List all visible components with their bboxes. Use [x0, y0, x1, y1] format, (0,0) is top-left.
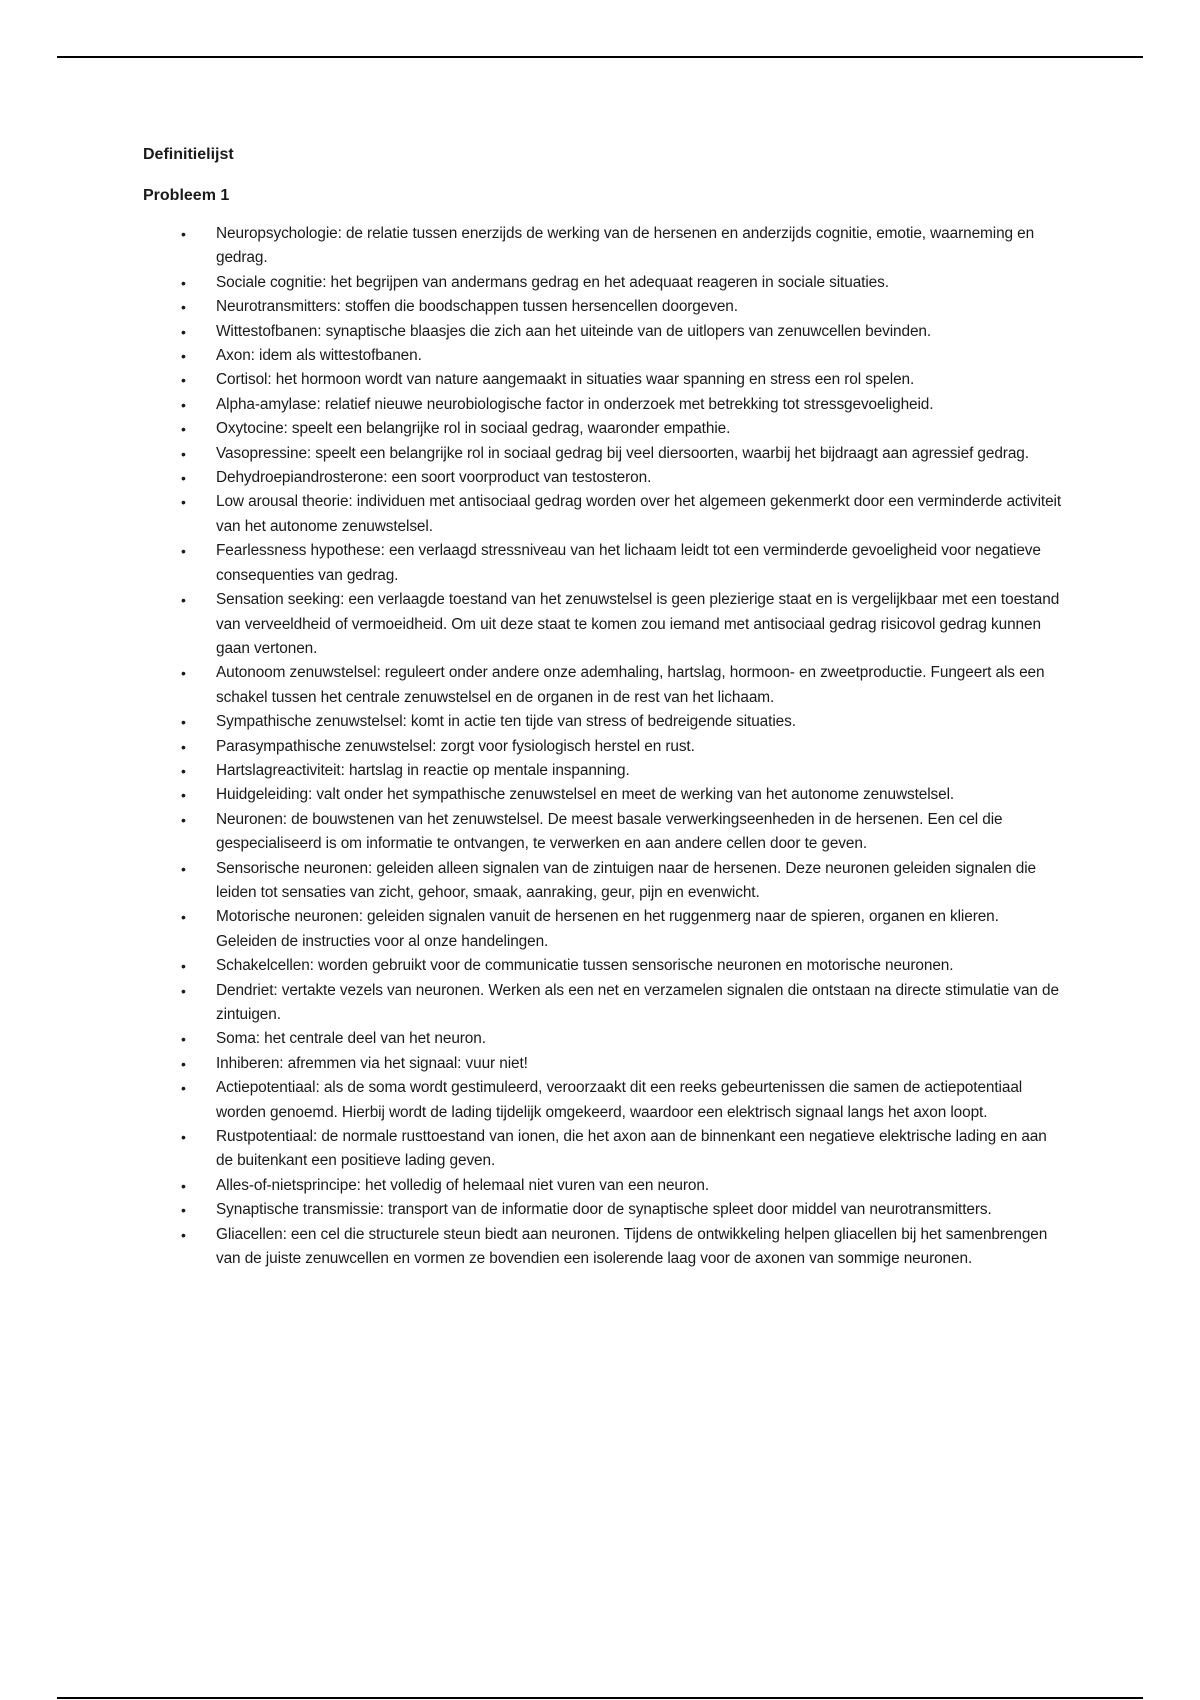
bullet-icon: • [181, 1129, 186, 1146]
definition-item [143, 588, 1063, 661]
definition-item [143, 783, 1063, 807]
bullet-icon: • [181, 274, 186, 291]
bullet-icon: • [181, 787, 186, 804]
definition-text: Autonoom zenuwstelsel: reguleert onder andere onze ademhaling, hartslag, hormoon- en zweetproductie. Fungeert als een schakel tussen het centrale zenuwstelsel en de organen in de rest van het lichaam. [216, 664, 1045, 706]
definition-text: Low arousal theorie: individuen met antisociaal gedrag worden over het algemeen gekenmerkt door een verminderde activiteit van het autonome zenuwstelsel. [216, 493, 1062, 535]
bullet-icon: • [181, 299, 186, 316]
definition-text: Sympathische zenuwstelsel: komt in actie ten tijde van stress of bedreigende situaties. [216, 713, 796, 731]
definition-item [143, 661, 1063, 710]
bullet-icon: • [181, 494, 186, 511]
bullet-icon: • [181, 1080, 186, 1097]
definition-text: Dendriet: vertakte vezels van neuronen. Werken als een net en verzamelen signalen die ontstaan na directe stimulatie van de zintuigen. [216, 981, 1059, 1023]
bullet-icon: • [181, 348, 186, 365]
definition-item [143, 979, 1063, 1028]
definition-item [143, 1223, 1063, 1272]
document-title: Definitielijst [143, 146, 234, 163]
definition-item [143, 710, 1063, 734]
definition-text: Alles-of-nietsprincipe: het volledig of helemaal niet vuren van een neuron. [216, 1176, 709, 1194]
definition-item [143, 1174, 1063, 1198]
definition-text: Neurotransmitters: stoffen die boodschappen tussen hersencellen doorgeven. [216, 298, 738, 316]
definition-text: Axon: idem als wittestofbanen. [216, 347, 422, 365]
definition-item [143, 1125, 1063, 1174]
section-title: Probleem 1 [143, 187, 230, 204]
definition-text: Motorische neuronen: geleiden signalen vanuit de hersenen en het ruggenmerg naar de spieren, organen en klieren. Geleiden de instructies voor al onze handelingen. [216, 908, 999, 950]
definition-item [143, 1027, 1063, 1051]
definition-text: Sensorische neuronen: geleiden alleen signalen van de zintuigen naar de hersenen. Deze neuronen geleiden signalen die leiden tot sensaties van zicht, gehoor, smaak, aanraking, geur, pijn en evenwicht. [216, 859, 1037, 901]
definition-item [143, 759, 1063, 783]
bullet-icon: • [181, 958, 186, 975]
definition-text: Soma: het centrale deel van het neuron. [216, 1030, 486, 1048]
definition-item [143, 442, 1063, 466]
definition-item [143, 466, 1063, 490]
definition-item [143, 393, 1063, 417]
header-rule [57, 56, 1143, 58]
definition-item [143, 954, 1063, 978]
bullet-icon: • [181, 714, 186, 731]
document-body [143, 143, 1063, 1271]
definition-item [143, 368, 1063, 392]
definition-item [143, 1198, 1063, 1222]
definition-text: Huidgeleiding: valt onder het sympathische zenuwstelsel en meet de werking van het autonome zenuwstelsel. [216, 786, 955, 804]
definition-text: Cortisol: het hormoon wordt van nature aangemaakt in situaties waar spanning en stress een rol spelen. [216, 371, 915, 389]
definition-text: Alpha-amylase: relatief nieuwe neurobiologische factor in onderzoek met betrekking tot stressgevoeligheid. [216, 395, 934, 413]
definition-text: Inhiberen: afremmen via het signaal: vuur niet! [216, 1054, 528, 1072]
definition-item [143, 1052, 1063, 1076]
bullet-icon: • [181, 543, 186, 560]
definition-item [143, 490, 1063, 539]
definition-item [143, 1076, 1063, 1125]
bullet-icon: • [181, 396, 186, 413]
definition-text: Rustpotentiaal: de normale rusttoestand van ionen, die het axon aan de binnenkant een negatieve elektrische lading en aan de buitenkant een positieve lading geven. [216, 1128, 1047, 1170]
bullet-icon: • [181, 1202, 186, 1219]
bullet-icon: • [181, 665, 186, 682]
definition-item [143, 417, 1063, 441]
bullet-icon: • [181, 323, 186, 340]
bullet-icon: • [181, 372, 186, 389]
definition-item [143, 735, 1063, 759]
bullet-icon: • [181, 1177, 186, 1194]
definition-list [143, 222, 1063, 1271]
bullet-icon: • [181, 738, 186, 755]
definition-item [143, 905, 1063, 954]
definition-text: Sensation seeking: een verlaagde toestand van het zenuwstelsel is geen plezierige staat en is vergelijkbaar met een toestand van verveeldheid of vermoeidheid. Om uit deze staat te komen zou iemand met antisociaal gedrag risicovol gedrag kunnen gaan vertonen. [216, 591, 1060, 657]
bullet-icon: • [181, 1055, 186, 1072]
definition-item [143, 295, 1063, 319]
definition-text: Synaptische transmissie: transport van de informatie door de synaptische spleet door middel van neurotransmitters. [216, 1201, 992, 1219]
definition-item [143, 344, 1063, 368]
bullet-icon: • [181, 226, 186, 242]
definition-text: Actiepotentiaal: als de soma wordt gestimuleerd, veroorzaakt dit een reeks gebeurtenissen die samen de actiepotentiaal worden genoemd. Hierbij wordt de lading tijdelijk omgekeerd, waardoor een elektrisch signaal langs het axon loopt. [216, 1079, 1023, 1121]
bullet-icon: • [181, 860, 186, 877]
bullet-icon: • [181, 982, 186, 999]
definition-text: Hartslagreactiviteit: hartslag in reactie op mentale inspanning. [216, 761, 630, 779]
definition-text: Dehydroepiandrosterone: een soort voorproduct van testosteron. [216, 469, 652, 487]
footer-rule [57, 1697, 1143, 1699]
definition-text: Oxytocine: speelt een belangrijke rol in sociaal gedrag, waaronder empathie. [216, 420, 731, 438]
bullet-icon: • [181, 762, 186, 779]
definition-text: Schakelcellen: worden gebruikt voor de communicatie tussen sensorische neuronen en motorische neuronen. [216, 957, 954, 975]
definition-item [143, 271, 1063, 295]
definition-text: Wittestofbanen: synaptische blaasjes die zich aan het uiteinde van de uitlopers van zenuwcellen bevinden. [216, 322, 932, 340]
definition-text: Gliacellen: een cel die structurele steun biedt aan neuronen. Tijdens de ontwikkeling helpen gliacellen bij het samenbrengen van de juiste zenuwcellen en vormen ze bovendien een isolerende laag voor de axonen van sommige neuronen. [216, 1225, 1048, 1268]
definition-text: Sociale cognitie: het begrijpen van andermans gedrag en het adequaat reageren in sociale situaties. [216, 273, 889, 291]
bullet-icon: • [181, 445, 186, 462]
bullet-icon: • [181, 592, 186, 609]
definition-item [143, 808, 1063, 857]
definition-item [143, 222, 1063, 271]
bullet-icon: • [181, 421, 186, 438]
bullet-icon: • [181, 1031, 186, 1048]
definition-text: Vasopressine: speelt een belangrijke rol in sociaal gedrag bij veel diersoorten, waarbij het bijdraagt aan agressief gedrag. [216, 444, 1029, 462]
definition-text: Parasympathische zenuwstelsel: zorgt voor fysiologisch herstel en rust. [216, 737, 695, 755]
definition-text: Fearlessness hypothese: een verlaagd stressniveau van het lichaam leidt tot een verminderde gevoeligheid voor negatieve consequenties van gedrag. [216, 542, 1041, 584]
bullet-icon: • [181, 470, 186, 487]
bullet-icon: • [181, 1226, 186, 1243]
bullet-icon: • [181, 811, 186, 828]
definition-item [143, 539, 1063, 588]
definition-text: Neuropsychologie: de relatie tussen enerzijds de werking van de hersenen en anderzijds cognitie, emotie, waarneming en gedrag. [216, 225, 1035, 267]
definition-item [143, 320, 1063, 344]
bullet-icon: • [181, 909, 186, 926]
definition-text: Neuronen: de bouwstenen van het zenuwstelsel. De meest basale verwerkingseenheden in de hersenen. Een cel die gespecialiseerd is om informatie te ontvangen, te verwerken en aan andere cellen door te geven. [216, 810, 1003, 853]
definition-item [143, 857, 1063, 906]
